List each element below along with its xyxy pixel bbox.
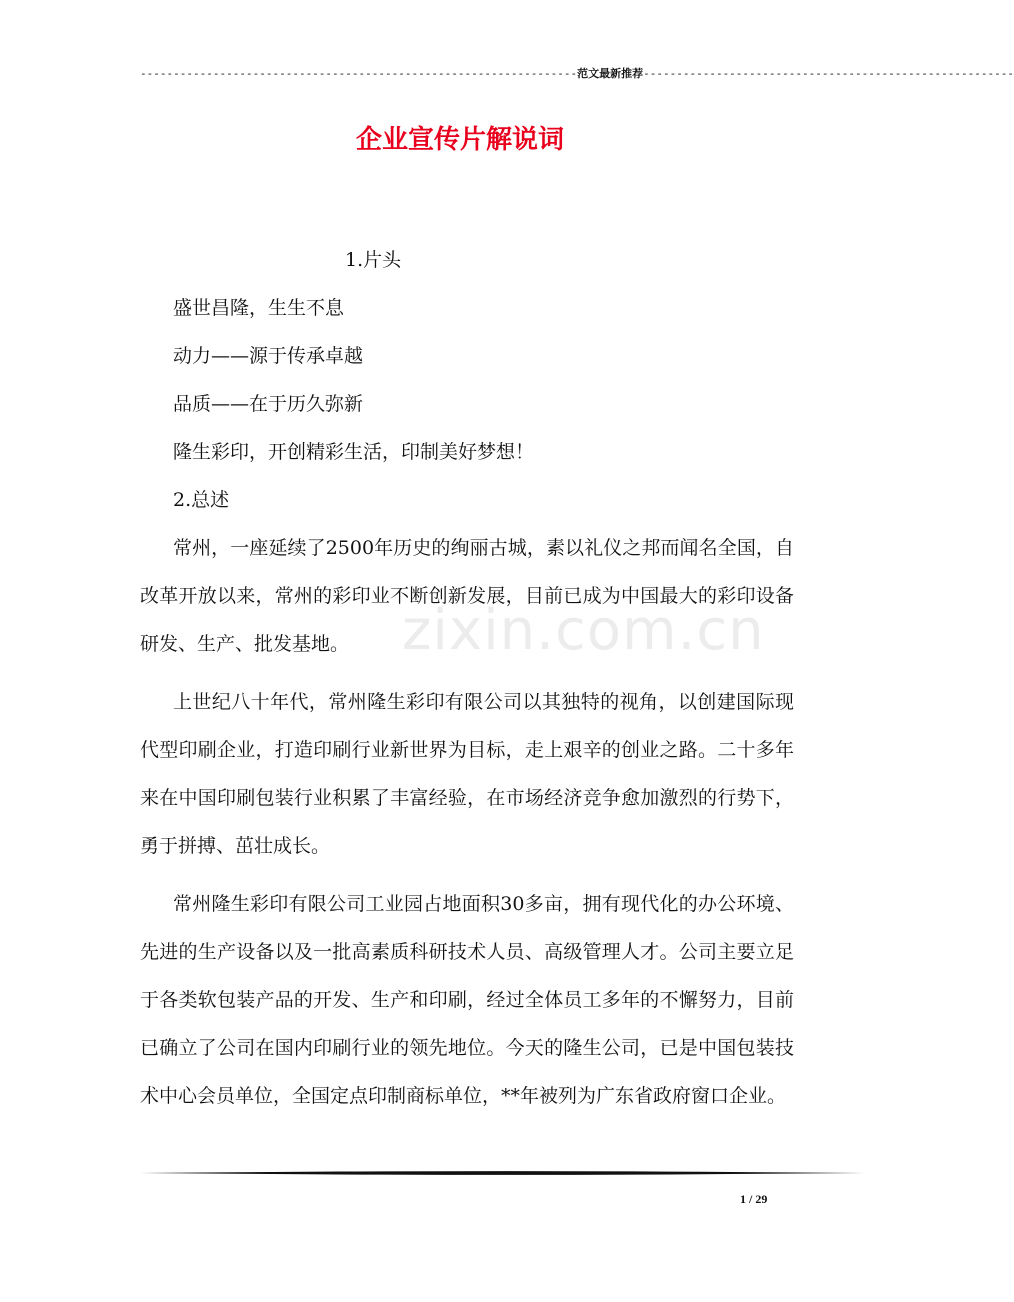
header-dashes-left: ------------------------------------------------------------------ [140,67,578,80]
opening-line: 品质——在于历久弥新 [173,393,364,415]
footer-rule [140,1166,864,1180]
section-heading-overview: 2.总述 [173,489,230,511]
document-title: 企业宣传片解说词 [355,125,564,155]
paragraph: 常州，一座延续了2500年历史的绚丽古城，素以礼仪之邦而闻名全国，自改革开放以来，常州的彩印业不断创新发展，目前已成为中国最大的彩印设备研发、生产、批发基地。 [140,537,794,655]
page-number: 1 / 29 [740,1192,768,1206]
paragraph: 常州隆生彩印有限公司工业园占地面积30多亩，拥有现代化的办公环境、先进的生产设备以及一批高素质科研技术人员、高级管理人才。公司主要立足于各类软包装产品的开发、生产和印刷，经过全体员工多年的不懈努力，目前已确立了公司在国内印刷行业的领先地位。今天的隆生公司，已是中国包装技术中心会员单位，全国定点印制商标单位，**年被列为广东省政府窗口企业。 [140,893,794,1107]
opening-line: 隆生彩印，开创精彩生活，印制美好梦想！ [173,441,535,463]
opening-line: 盛世昌隆，生生不息 [173,297,345,319]
opening-line: 动力——源于传承卓越 [173,345,364,367]
page-header [140,66,1014,82]
section-heading-opening: 1.片头 [345,249,402,271]
header-dashes-right: -------------------------------------------------------- [643,67,1014,80]
document-body [140,236,794,1120]
paragraph: 上世纪八十年代，常州隆生彩印有限公司以其独特的视角，以创建国际现代型印刷企业，打造印刷行业新世界为目标，走上艰辛的创业之路。二十多年来在中国印刷包装行业积累了丰富经验，在市场经济竞争愈加激烈的行势下，勇于拼搏、茁壮成长。 [140,691,794,857]
watermark: zixin.com.cn [402,598,765,663]
header-label: 范文最新推荐 [577,67,644,80]
